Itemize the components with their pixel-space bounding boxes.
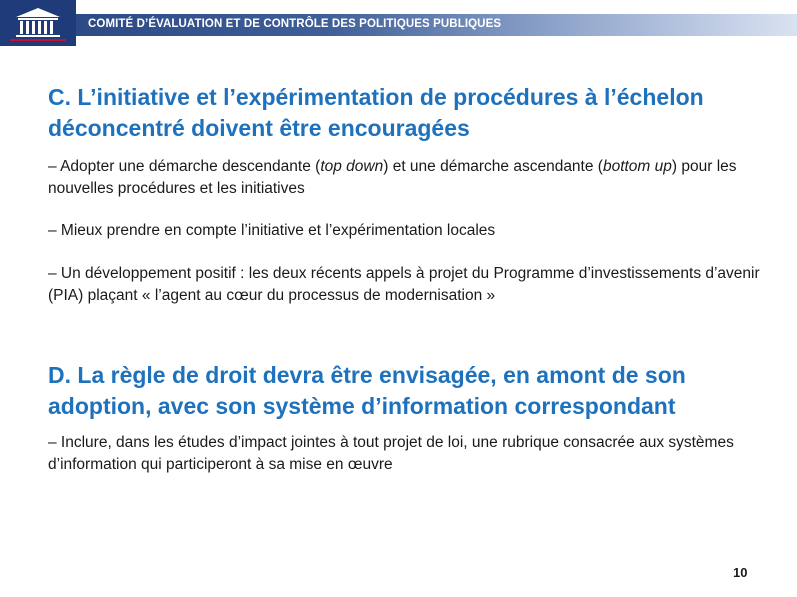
header-banner	[76, 14, 797, 36]
section-c-bullet-1: – Adopter une démarche descendante (top down) et une démarche ascendante (bottom up) pour les nouvelles procédures et les initiatives	[48, 158, 737, 197]
page-number: 10	[733, 565, 748, 580]
section-c-heading: C. L’initiative et l’expérimentation de procédures à l’échelon déconcentré doivent être encouragées	[48, 84, 704, 141]
section-c-bullet-2: – Mieux prendre en compte l’initiative et l’expérimentation locales	[48, 222, 496, 239]
section-c-bullet-3: – Un développement positif : les deux récents appels à projet du Programme d’investissements d’avenir (PIA) plaçant « l’agent au cœur du processus de modernisation »	[48, 265, 760, 304]
assemblee-nationale-logo-icon	[0, 0, 76, 46]
committee-title: COMITÉ D’ÉVALUATION ET DE CONTRÔLE DES POLITIQUES PUBLIQUES	[88, 18, 502, 30]
section-d-bullet-1: – Inclure, dans les études d’impact jointes à tout projet de loi, une rubrique consacrée aux systèmes d’information qui participeront à sa mise en œuvre	[48, 434, 734, 473]
section-d-heading: D. La règle de droit devra être envisagée, en amont de son adoption, avec son système d’information correspondant	[48, 362, 686, 419]
